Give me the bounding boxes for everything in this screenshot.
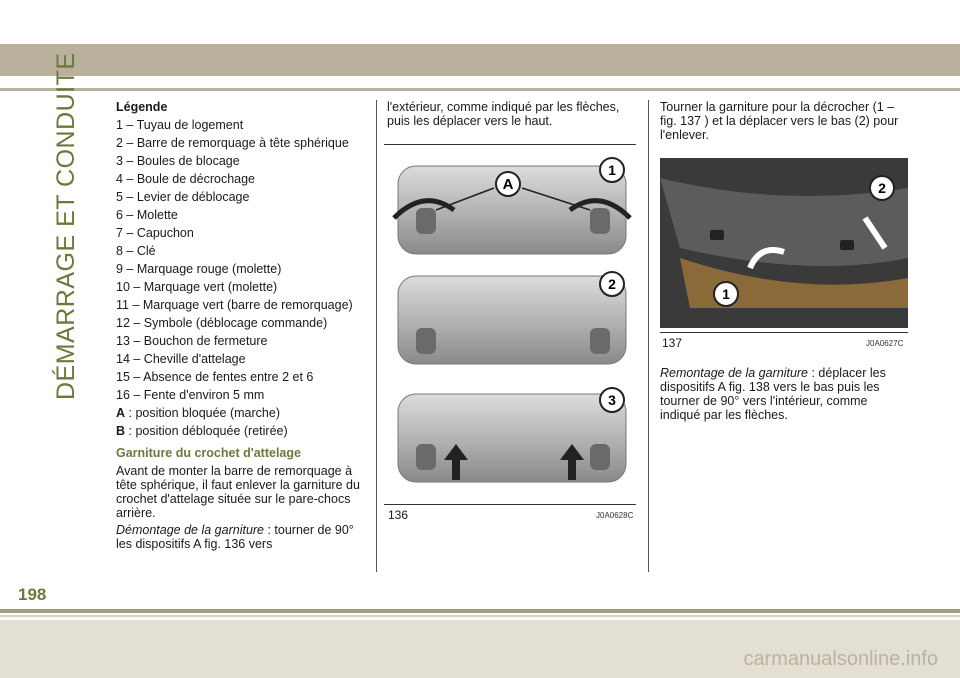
legend-item: 14 – Cheville d'attelage xyxy=(116,352,246,366)
position-b xyxy=(116,424,366,440)
position-a-label: A xyxy=(116,406,126,420)
figure-136-illustration xyxy=(384,148,636,500)
page-number: 198 xyxy=(18,585,47,604)
figure-137-illustration xyxy=(660,158,908,328)
legend-item: 1 – Tuyau de logement xyxy=(116,118,244,132)
legend-item: 16 – Fente d'environ 5 mm xyxy=(116,388,265,402)
legend-item: 3 – Boules de blocage xyxy=(116,154,240,168)
panel-label: 2 xyxy=(608,276,616,292)
legend-item: 11 – Marquage vert (barre de remorquage) xyxy=(116,298,353,312)
column-divider xyxy=(376,100,377,572)
legend-item: 6 – Molette xyxy=(116,208,178,222)
column-1 xyxy=(116,100,366,554)
figure-top-rule xyxy=(384,144,636,145)
position-b-label: B xyxy=(116,424,126,438)
paragraph xyxy=(116,523,366,551)
legend-item: 15 – Absence de fentes entre 2 et 6 xyxy=(116,370,314,384)
paragraph xyxy=(660,366,910,422)
watermark: carmanualsonline.info xyxy=(743,648,938,670)
column-divider xyxy=(648,100,649,572)
position-b-text: : position débloquée (retirée) xyxy=(125,424,288,438)
panel-3 xyxy=(398,388,626,482)
legend-item: 10 – Marquage vert (molette) xyxy=(116,280,278,294)
column-2 xyxy=(387,100,637,131)
figure-code: J0A0627C xyxy=(866,339,904,348)
panel-label: 1 xyxy=(608,162,616,178)
header-band xyxy=(0,44,960,76)
section-heading: Garniture du crochet d'attelage xyxy=(116,446,301,460)
legend-item: 12 – Symbole (déblocage commande) xyxy=(116,316,328,330)
figure-bottom-rule xyxy=(384,504,636,505)
paragraph-text: : déplacer les dispositifs A fig. 138 vers le bas puis les tourner de 90° vers l'intérieur, comme indiqué par les flèches. xyxy=(660,366,886,422)
position-a xyxy=(116,406,366,422)
footer-rule xyxy=(0,609,960,613)
legend-item: 9 – Marquage rouge (molette) xyxy=(116,262,282,276)
top-margin xyxy=(0,0,960,44)
figure-label-a: A xyxy=(502,176,514,193)
column-3-lower xyxy=(660,366,910,425)
legend-item: 8 – Clé xyxy=(116,244,156,258)
header-rule xyxy=(0,88,960,91)
paragraph-italic-lead: Remontage de la garniture xyxy=(660,366,809,380)
paragraph: Tourner la garniture pour la décrocher (1 – fig. 137 ) et la déplacer vers le bas (2) pour l'enlever. xyxy=(660,100,899,142)
figure-label: 2 xyxy=(878,180,886,196)
footer-rule-thin xyxy=(0,615,960,617)
section-title: DÉMARRAGE ET CONDUITE xyxy=(52,52,80,400)
paragraph-text: : tourner de 90° les dispositifs A fig. 136 vers xyxy=(116,523,354,551)
column-3 xyxy=(660,100,910,145)
panel-1 xyxy=(394,158,630,254)
figure-label: 1 xyxy=(722,286,730,302)
legend-title: Légende xyxy=(116,100,168,114)
panel-2 xyxy=(398,272,626,364)
paragraph: Avant de monter la barre de remorquage à tête sphérique, il faut enlever la garniture du crochet d'attelage située sur le pare-chocs arrière. xyxy=(116,464,360,520)
figure-number: 136 xyxy=(388,508,409,522)
paragraph-italic-lead: Démontage de la garniture xyxy=(116,523,265,537)
figure-number: 137 xyxy=(662,336,683,350)
figure-code: J0A0628C xyxy=(596,511,634,520)
legend-item: 5 – Levier de déblocage xyxy=(116,190,250,204)
panel-label: 3 xyxy=(608,392,616,408)
legend-item: 2 – Barre de remorquage à tête sphérique xyxy=(116,136,349,150)
paragraph: l'extérieur, comme indiqué par les flèches, puis les déplacer vers le haut. xyxy=(387,100,620,128)
legend-list xyxy=(116,118,366,404)
legend-item: 13 – Bouchon de fermeture xyxy=(116,334,268,348)
legend-item: 7 – Capuchon xyxy=(116,226,194,240)
legend-item: 4 – Boule de décrochage xyxy=(116,172,255,186)
position-a-text: : position bloquée (marche) xyxy=(125,406,280,420)
figure-bottom-rule xyxy=(660,332,908,333)
